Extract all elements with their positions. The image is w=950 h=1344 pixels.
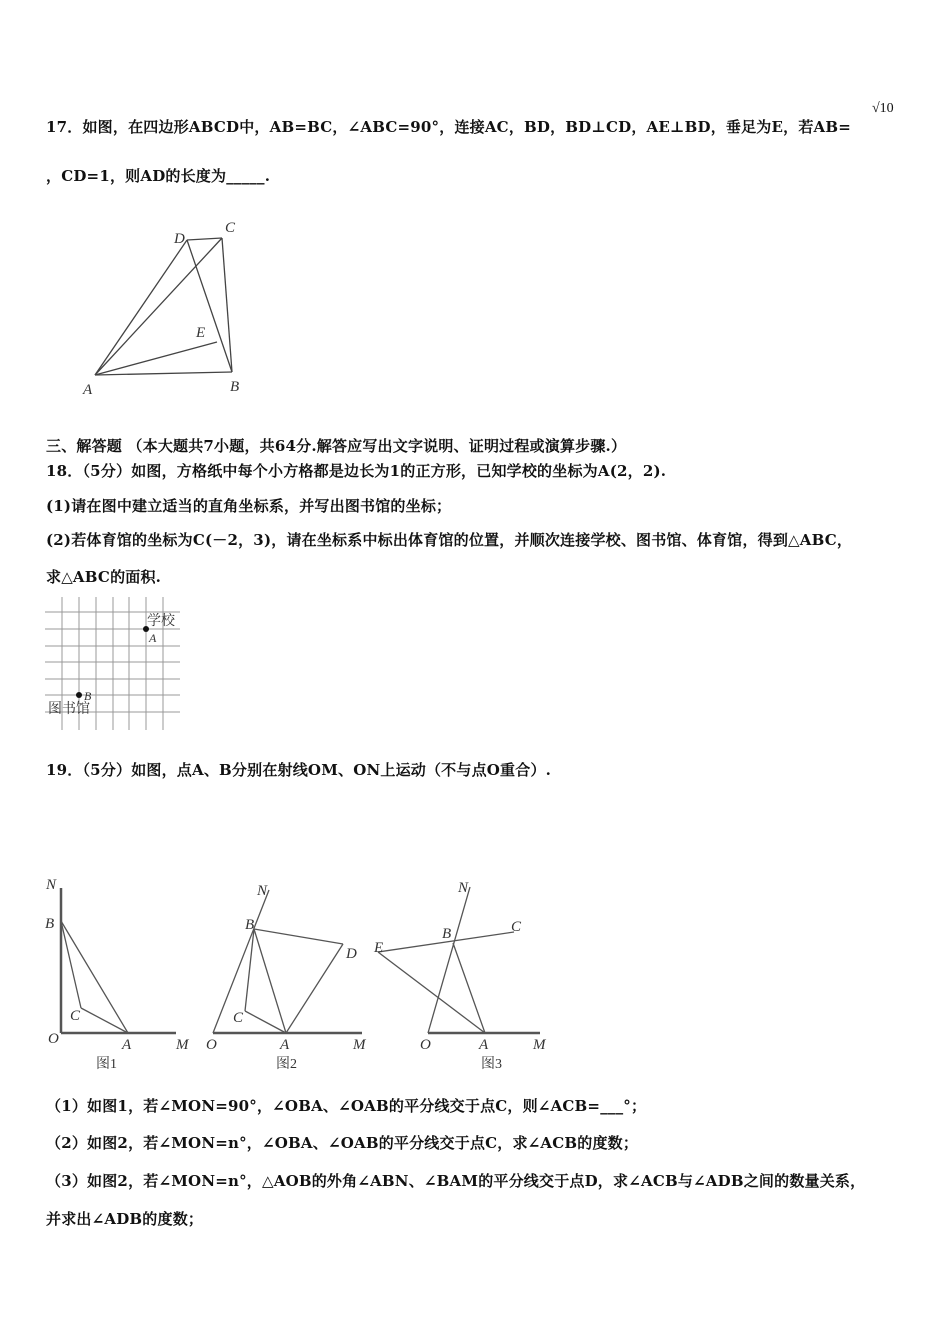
fig2-caption: 图2 bbox=[276, 1057, 297, 1072]
fig2-C: C bbox=[233, 1010, 244, 1026]
fig1-caption: 图1 bbox=[96, 1057, 117, 1072]
fig3-O: O bbox=[420, 1037, 431, 1053]
sqrt10: √10 bbox=[872, 101, 894, 116]
fig2-D: D bbox=[346, 946, 357, 962]
q19-part3: （3）如图2，若∠MON=n°，△AOB的外角∠ABN、∠BAM的平分线交于点D，求∠ACB与∠ADB之间的数量关系， bbox=[46, 1172, 866, 1190]
fig3-M: M bbox=[533, 1037, 546, 1053]
q17-line2: ，CD=1，则AD的长度为_____. bbox=[46, 167, 271, 185]
fig2-M: M bbox=[353, 1037, 366, 1053]
fig1-O: O bbox=[48, 1031, 59, 1047]
q19-part3b: 并求出∠ADB的度数； bbox=[46, 1210, 204, 1228]
fig2-N: N bbox=[257, 883, 268, 899]
section-heading: 三、解答题 （本大题共7小题，共64分.解答应写出文字说明、证明过程或演算步骤.） bbox=[46, 437, 627, 455]
fig3-B: B bbox=[442, 926, 452, 942]
label-B: B bbox=[84, 689, 92, 703]
fig3-caption: 图3 bbox=[481, 1057, 502, 1072]
label-B: B bbox=[230, 379, 240, 395]
fig2-O: O bbox=[206, 1037, 217, 1053]
q18-part2b: 求△ABC的面积. bbox=[46, 568, 162, 586]
q19-part1: （1）如图1，若∠MON=90°，∠OBA、∠OAB的平分线交于点C，则∠ACB=___°； bbox=[46, 1097, 647, 1115]
fig2-A: A bbox=[280, 1037, 290, 1053]
fig1-A: A bbox=[122, 1037, 132, 1053]
fig3-E: E bbox=[374, 940, 384, 956]
q18-part2: (2)若体育馆的坐标为C(－2，3)，请在坐标系中标出体育馆的位置，并顺次连接学校、图书馆、体育馆，得到△ABC， bbox=[46, 531, 853, 549]
q18-stem: 18．（5分）如图，方格纸中每个小方格都是边长为1的正方形，已知学校的坐标为A(2，2). bbox=[46, 462, 667, 480]
q17-line1: 17．如图，在四边形ABCD中，AB=BC，∠ABC=90°，连接AC，BD，BD⊥CD，AE⊥BD，垂足为E，若AB= bbox=[46, 118, 852, 136]
label-C: C bbox=[225, 220, 236, 236]
label-A: A bbox=[149, 631, 157, 645]
fig3-N: N bbox=[458, 880, 469, 896]
label-school: 学校 bbox=[147, 614, 175, 629]
fig2-B: B bbox=[245, 917, 255, 933]
fig1-B: B bbox=[45, 916, 55, 932]
label-D: D bbox=[174, 231, 185, 247]
q19-stem: 19．（5分）如图，点A、B分别在射线OM、ON上运动（不与点O重合）. bbox=[46, 761, 552, 779]
label-E: E bbox=[196, 325, 206, 341]
fig1-N: N bbox=[46, 877, 57, 893]
label-A: A bbox=[83, 382, 93, 398]
fig1-C: C bbox=[70, 1008, 81, 1024]
fig1-M: M bbox=[176, 1037, 189, 1053]
q18-part1: (1)请在图中建立适当的直角坐标系，并写出图书馆的坐标； bbox=[46, 497, 452, 515]
fig3-A: A bbox=[479, 1037, 489, 1053]
fig3-C: C bbox=[511, 919, 522, 935]
label-library: 图书馆 bbox=[48, 702, 90, 717]
q19-part2: （2）如图2，若∠MON=n°，∠OBA、∠OAB的平分线交于点C，求∠ACB的度数； bbox=[46, 1134, 639, 1152]
